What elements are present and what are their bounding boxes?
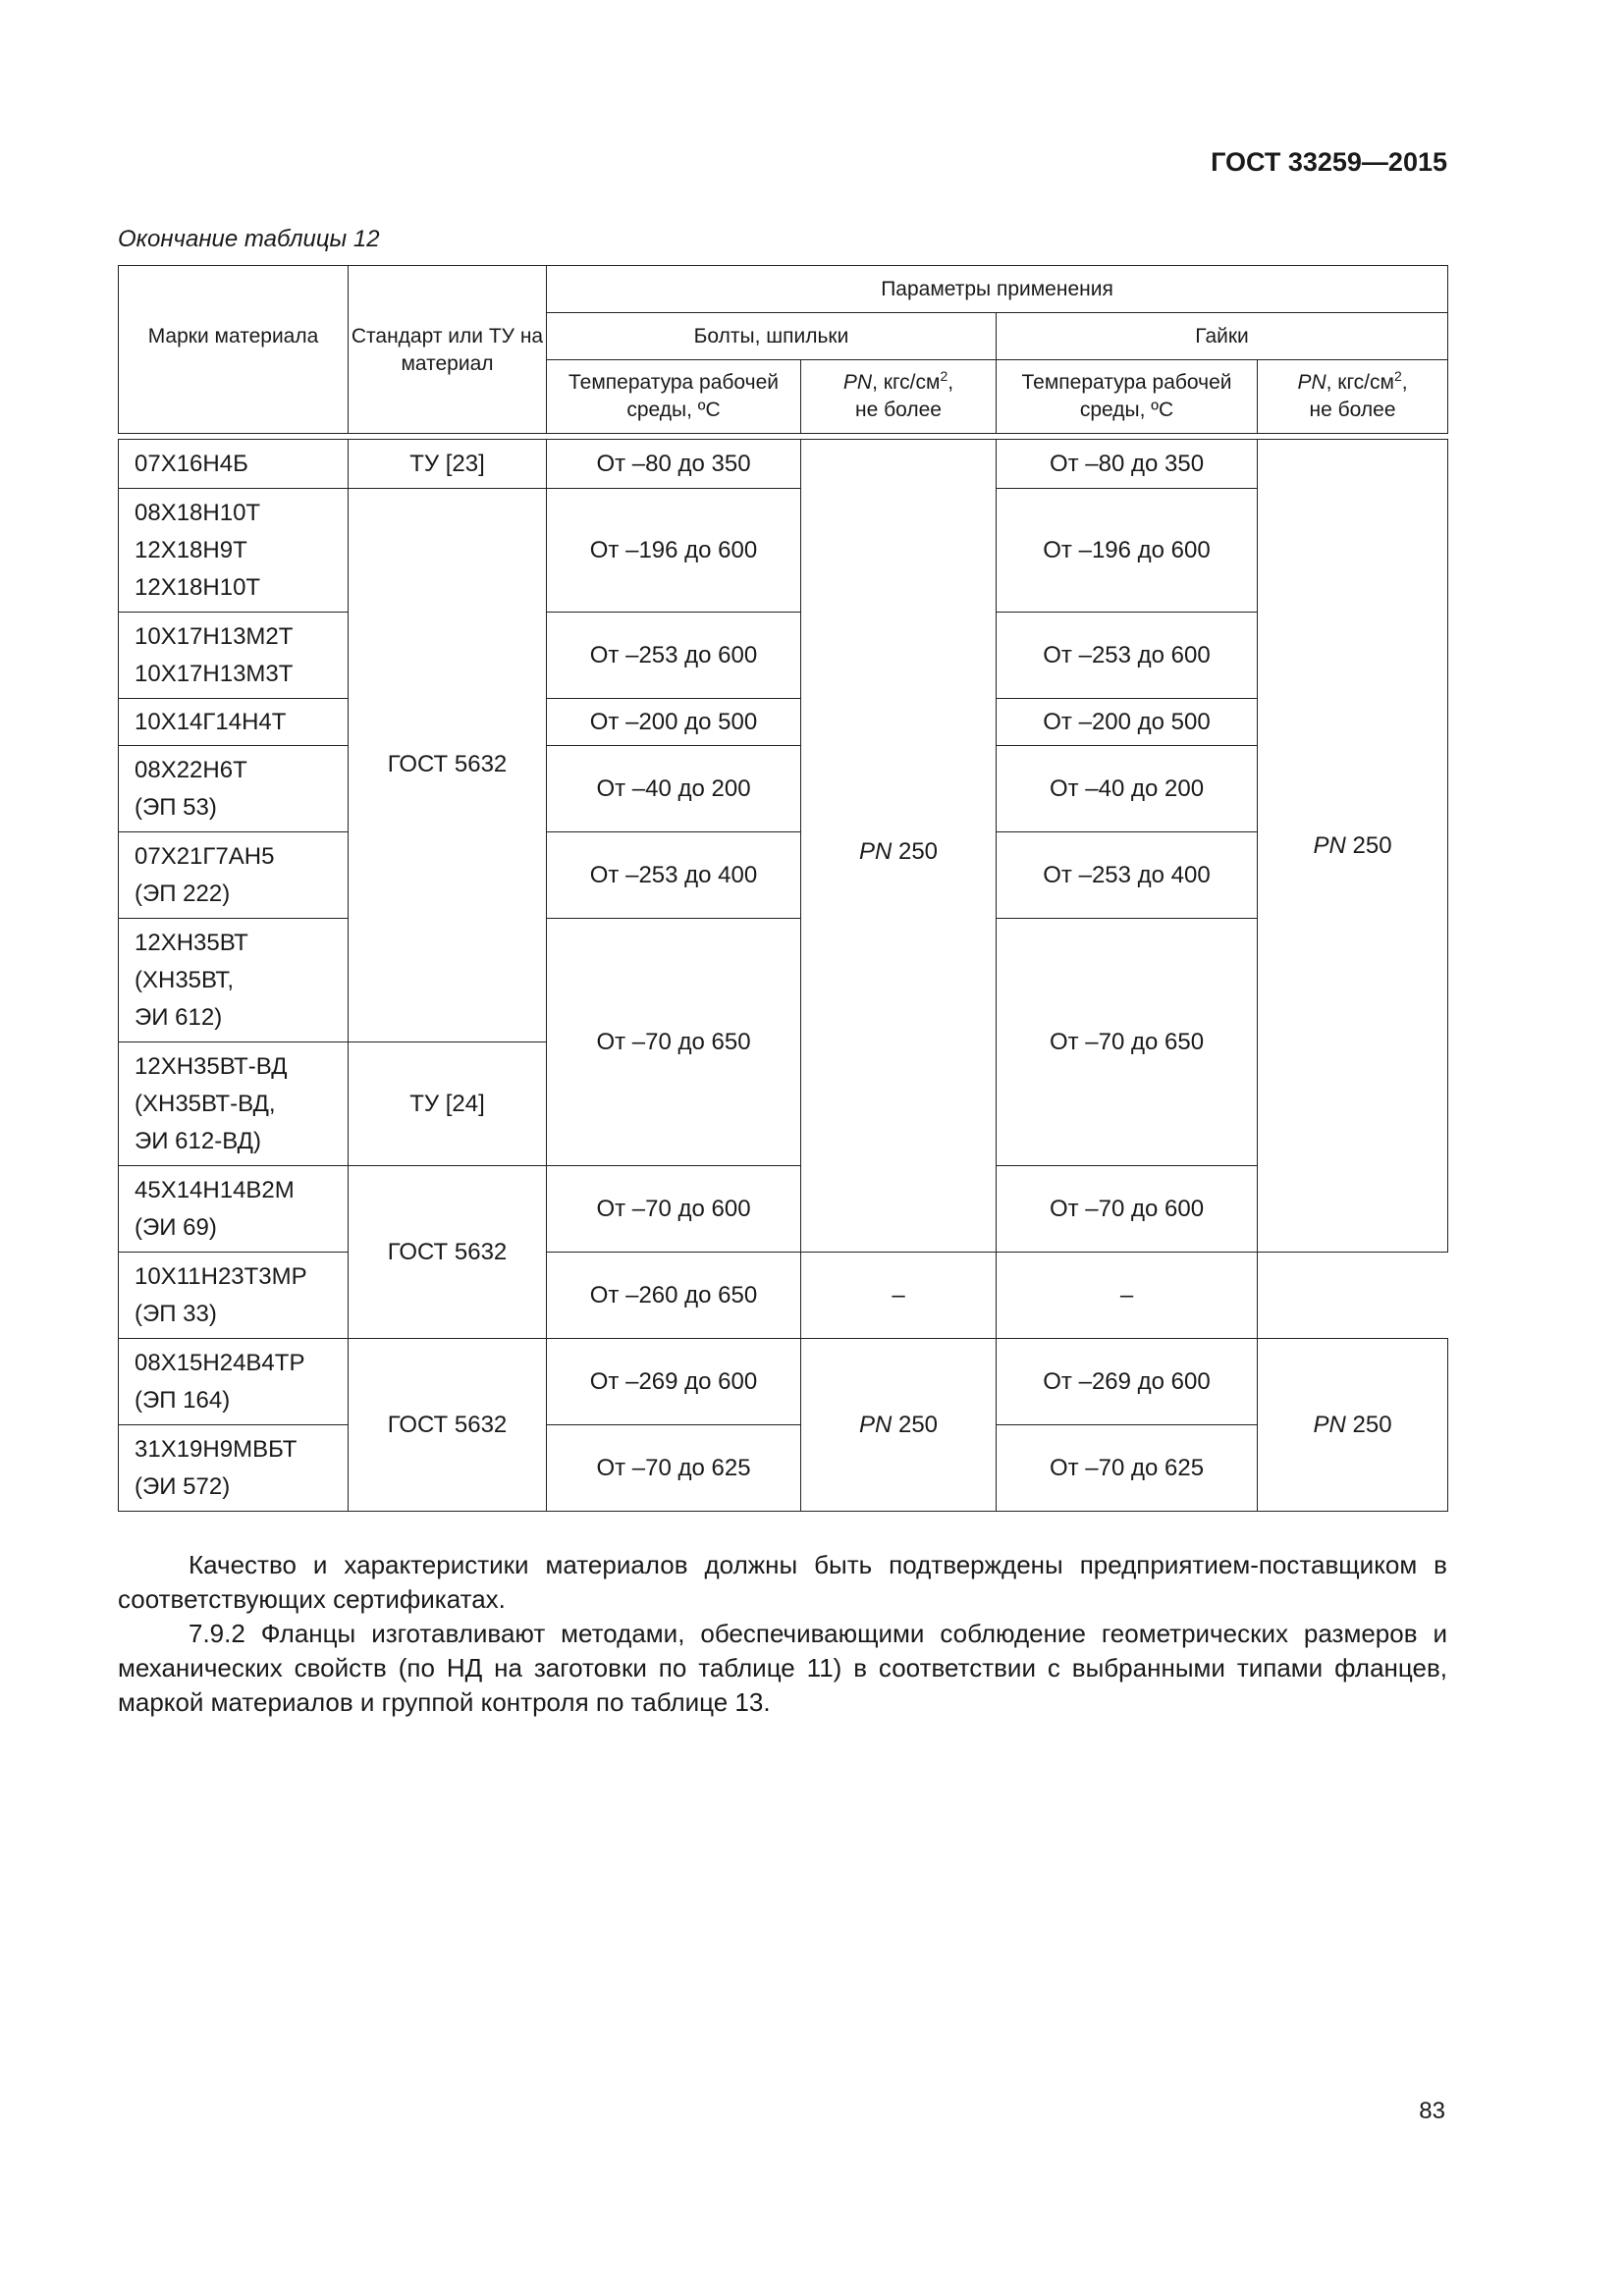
grade-cell: 10Х17Н13М2Т 10Х17Н13М3Т xyxy=(119,613,349,699)
standard-cell: ГОСТ 5632 xyxy=(349,489,547,1042)
grade-cell: 07Х21Г7АН5 (ЭП 222) xyxy=(119,832,349,919)
document-code: ГОСТ 33259—2015 xyxy=(1211,147,1447,177)
header-standard: Стандарт или ТУ на материал xyxy=(349,266,547,434)
table-row xyxy=(119,1425,1448,1512)
header-bolt-temp: Температура рабочей среды, ºС xyxy=(547,360,801,434)
page-number: 83 xyxy=(1419,2098,1445,2124)
header-bolts: Болты, шпильки xyxy=(547,313,997,360)
table-row xyxy=(119,1253,1448,1339)
bolt-temp-cell: От –70 до 625 xyxy=(547,1425,801,1512)
nut-temp-cell: От –269 до 600 xyxy=(997,1339,1258,1425)
paragraph-7-9-2: 7.9.2 Фланцы изготавливают методами, обеспечивающими соблюдение геометрических размеров и механических свойств (по НД на заготовки по таблице 11) в соответствии с выбранными типами фланцев, маркой материалов и группой контроля по таблице 13. xyxy=(118,1619,1447,1717)
grade-cell: 12ХН35ВТ-ВД (ХН35ВТ-ВД, ЭИ 612-ВД) xyxy=(119,1042,349,1166)
grade-cell: 31Х19Н9МВБТ (ЭИ 572) xyxy=(119,1425,349,1512)
grade-cell: 12ХН35ВТ (ХН35ВТ, ЭИ 612) xyxy=(119,919,349,1042)
nut-pn-cell: PN 250 xyxy=(1258,1339,1448,1512)
grade-cell: 10Х11Н23Т3МР (ЭП 33) xyxy=(119,1253,349,1339)
nut-temp-cell: От –70 до 650 xyxy=(997,919,1258,1166)
materials-table xyxy=(118,265,1448,1512)
grade-cell: 07Х16Н4Б xyxy=(119,440,349,489)
table-row xyxy=(119,440,1448,489)
nut-temp-cell: От –70 до 600 xyxy=(997,1166,1258,1253)
grade-cell: 08Х18Н10Т 12Х18Н9Т 12Х18Н10Т xyxy=(119,489,349,613)
bolt-temp-cell: От –70 до 650 xyxy=(547,919,801,1166)
nut-temp-cell: От –196 до 600 xyxy=(997,489,1258,613)
header-params: Параметры применения xyxy=(547,266,1448,313)
table-row xyxy=(119,832,1448,919)
body-text xyxy=(118,1548,1447,1720)
bolt-temp-cell: От –200 до 500 xyxy=(547,699,801,746)
table-row xyxy=(119,613,1448,699)
nut-temp-cell: От –200 до 500 xyxy=(997,699,1258,746)
header-grade: Марки материала xyxy=(119,266,349,434)
grade-cell: 08Х22Н6Т (ЭП 53) xyxy=(119,746,349,832)
nut-pn-cell: PN 250 xyxy=(1258,440,1448,1253)
nut-temp-cell: От –80 до 350 xyxy=(997,440,1258,489)
grade-cell: 10Х14Г14Н4Т xyxy=(119,699,349,746)
table-row xyxy=(119,919,1448,1042)
standard-cell: ТУ [23] xyxy=(349,440,547,489)
nut-temp-cell: От –253 до 600 xyxy=(997,613,1258,699)
table-row xyxy=(119,1166,1448,1253)
table-row xyxy=(119,746,1448,832)
bolt-temp-cell: От –70 до 600 xyxy=(547,1166,801,1253)
bolt-pn-cell: PN 250 xyxy=(801,440,997,1253)
nut-temp-cell: – xyxy=(801,1253,997,1339)
header-nut-temp: Температура рабочей среды, ºС xyxy=(997,360,1258,434)
nut-temp-cell: От –253 до 400 xyxy=(997,832,1258,919)
standard-cell: ГОСТ 5632 xyxy=(349,1339,547,1512)
bolt-temp-cell: От –260 до 650 xyxy=(547,1253,801,1339)
bolt-temp-cell: От –80 до 350 xyxy=(547,440,801,489)
header-nuts: Гайки xyxy=(997,313,1448,360)
nut-temp-cell: От –70 до 625 xyxy=(997,1425,1258,1512)
nut-temp-cell: От –40 до 200 xyxy=(997,746,1258,832)
nut-pn-cell: – xyxy=(997,1253,1258,1339)
table-row xyxy=(119,1339,1448,1425)
bolt-pn-cell: PN 250 xyxy=(801,1339,997,1512)
paragraph-quality: Качество и характеристики материалов должны быть подтверждены предприятием-поставщиком в соответствующих сертификатах. xyxy=(118,1550,1447,1614)
table-row xyxy=(119,489,1448,613)
bolt-temp-cell: От –269 до 600 xyxy=(547,1339,801,1425)
grade-cell: 45Х14Н14В2М (ЭИ 69) xyxy=(119,1166,349,1253)
bolt-temp-cell: От –253 до 600 xyxy=(547,613,801,699)
header-nut-pn: PN, кгс/$см^2$, не более xyxy=(1258,360,1448,434)
standard-cell: ГОСТ 5632 xyxy=(349,1166,547,1339)
table-row xyxy=(119,699,1448,746)
bolt-temp-cell: От –253 до 400 xyxy=(547,832,801,919)
header-bolt-pn: PN, кгс/$см^2$, не более xyxy=(801,360,997,434)
table-caption: Окончание таблицы 12 xyxy=(118,226,380,252)
grade-cell: 08Х15Н24В4ТР (ЭП 164) xyxy=(119,1339,349,1425)
bolt-temp-cell: От –40 до 200 xyxy=(547,746,801,832)
bolt-temp-cell: От –196 до 600 xyxy=(547,489,801,613)
standard-cell: ТУ [24] xyxy=(349,1042,547,1166)
